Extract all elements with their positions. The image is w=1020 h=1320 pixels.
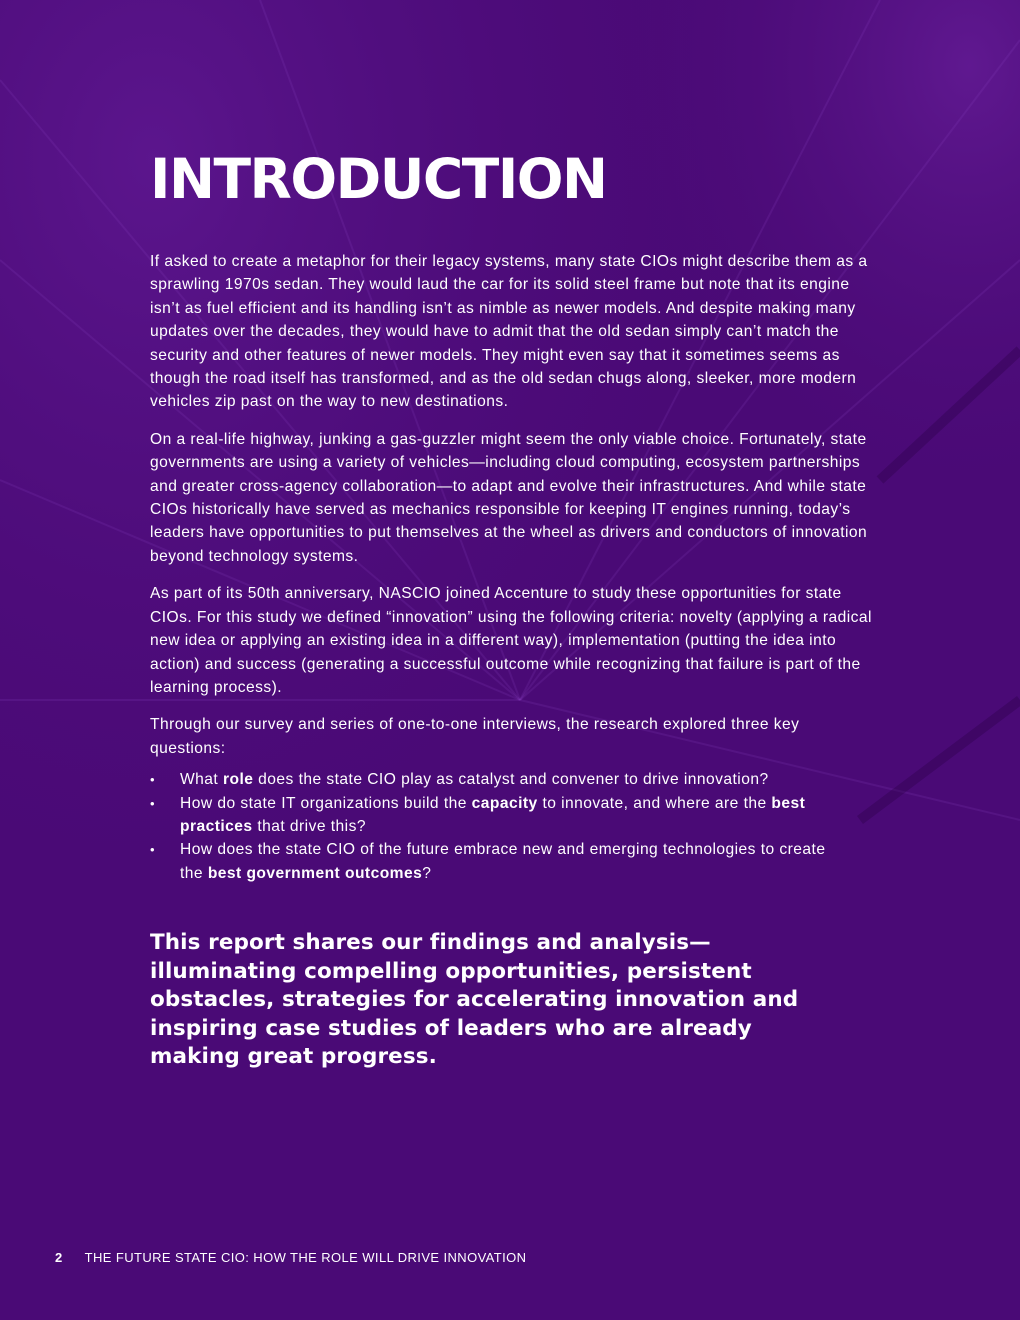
bullet-text: What [180, 771, 223, 789]
list-item [150, 838, 840, 885]
callout-statement: This report shares our findings and analysis—illuminating compelling opportunities, persistent obstacles, strategies for accelerating innovation and inspiring case studies of leaders who are already making great progress. [150, 930, 799, 1069]
page-footer [55, 1250, 526, 1265]
list-item [150, 792, 840, 839]
bullet-text: ? [422, 864, 432, 882]
page-number: 2 [55, 1250, 63, 1265]
page-title: INTRODUCTION [150, 147, 607, 211]
bullet-text: that drive this? [252, 817, 366, 835]
running-title: THE FUTURE STATE CIO: HOW THE ROLE WILL DRIVE INNOVATION [84, 1250, 527, 1265]
bullet-marker: • [150, 795, 156, 811]
bullet-bold: best government outcomes [207, 864, 423, 882]
bullet-bold: best practices [180, 794, 806, 835]
paragraph-3: As part of its 50th anniversary, NASCIO joined Accenture to study these opportunities for state CIOs. For this study we defined “innovation” using the following criteria: novelty (applying a radical new idea or applying an existing idea in a different way), implementation (putting the idea into action) and success (generating a successful outcome while recognizing that failure is part of the learning process). [150, 585, 872, 696]
list-item [150, 768, 840, 791]
bullet-bold: role [222, 771, 254, 789]
paragraph-2: On a real-life highway, junking a gas-guzzler might seem the only viable choice. Fortunately, state governments are using a variety of vehicles—including cloud computing, ecosystem partnerships and greater cross-agency collaboration—to adapt and evolve their infrastructures. And while state CIOs historically have served as mechanics responsible for keeping IT engines running, today’s leaders have opportunities to put themselves at the wheel as drivers and conductors of innovation beyond technology systems. [150, 430, 868, 565]
bullet-marker: • [150, 842, 156, 858]
body-text [150, 250, 875, 885]
paragraph-4: Through our survey and series of one-to-one interviews, the research explored three key questions: [150, 716, 800, 757]
key-questions-list [150, 768, 875, 885]
bullet-text: to innovate, and where are the [537, 794, 772, 812]
bullet-text: does the state CIO play as catalyst and convener to drive innovation? [253, 771, 769, 789]
bullet-marker: • [150, 772, 156, 788]
bullet-text: How does the state CIO of the future embrace new and emerging technologies to create the [180, 841, 826, 882]
paragraph-1: If asked to create a metaphor for their legacy systems, many state CIOs might describe them as a sprawling 1970s sedan. They would laud the car for its solid steel frame but note that its engine isn’t as fuel efficient and its handling isn’t as nimble as newer models. And despite making many updates over the decades, they would have to admit that the old sedan simply can’t match the security and other features of newer models. They might even say that it sometimes seems as though the road itself has transformed, and as the old sedan chugs along, sleeker, more modern vehicles zip past on the way to new destinations. [150, 253, 868, 411]
bullet-text: How do state IT organizations build the [180, 794, 472, 812]
bullet-bold: capacity [471, 794, 538, 812]
